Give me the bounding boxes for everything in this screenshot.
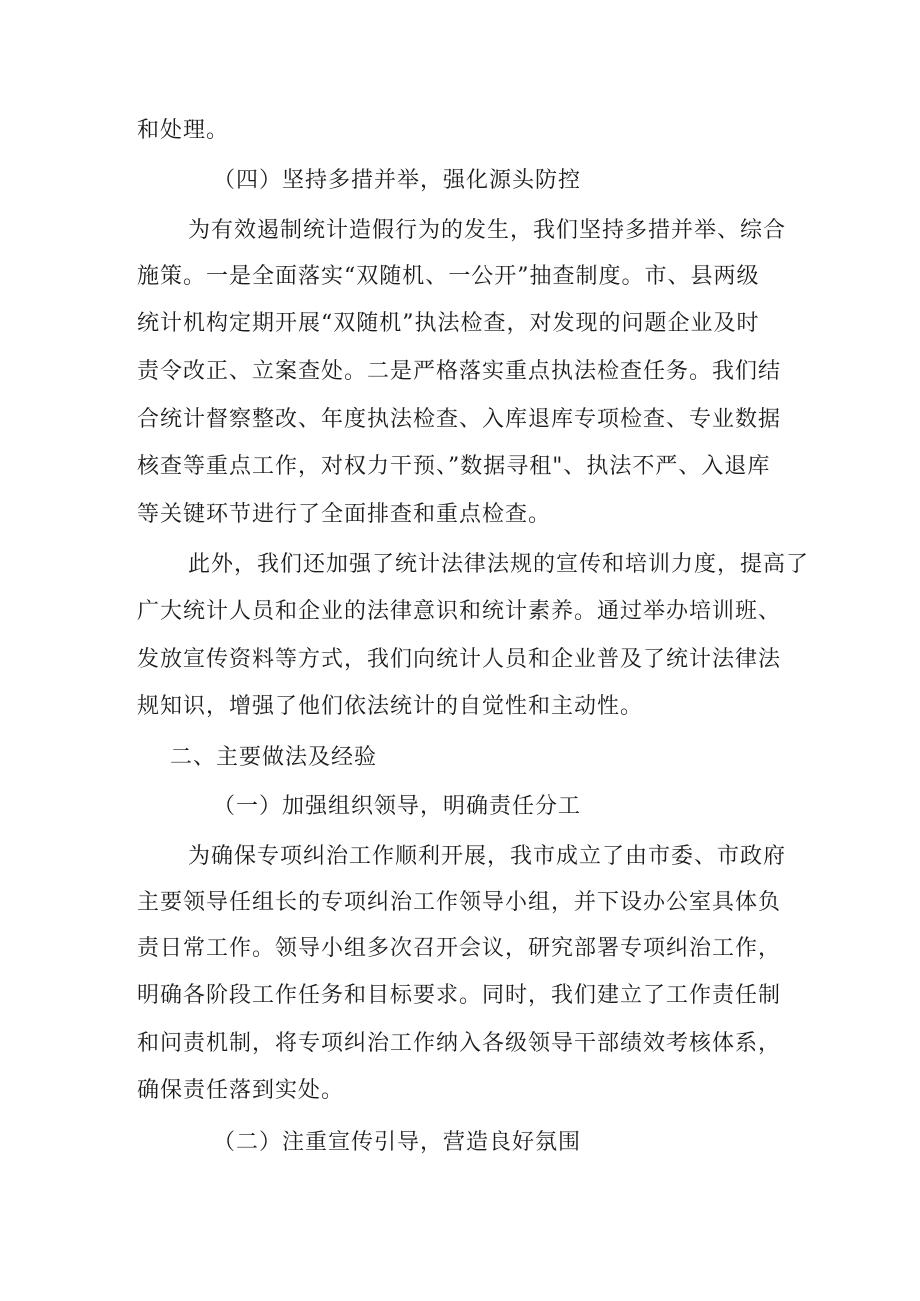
paragraph-line: 责日常工作。领导小组多次召开会议，研究部署专项纠治工作，: [137, 936, 782, 961]
paragraph-line: 确保责任落到实处。: [137, 1078, 345, 1103]
paragraph-line: 主要领导任组长的专项纠治工作领导小组，并下设办公室具体负: [137, 890, 782, 915]
paragraph-line: 为有效遏制统计造假行为的发生，我们坚持多措并举、综合: [188, 218, 787, 243]
paragraph-line: 核查等重点工作，对权力干预、”数据寻租"、执法不严、入退库: [137, 454, 771, 479]
paragraph-line: 等关键环节进行了全面排查和重点检查。: [137, 502, 552, 527]
paragraph-line: 施策。一是全面落实“双随机、一公开”抽查制度。市、县两级: [137, 264, 760, 289]
paragraph-line: 规知识，增强了他们依法统计的自觉性和主动性。: [137, 694, 644, 719]
paragraph-line: 为确保专项纠治工作顺利开展，我市成立了由市委、市政府: [188, 844, 787, 869]
paragraph-line: 此外，我们还加强了统计法律法规的宣传和培训力度，提高了: [188, 552, 810, 577]
paragraph-line: 明确各阶段工作任务和目标要求。同时，我们建立了工作责任制: [137, 983, 782, 1008]
paragraph-line: 和问责机制，将专项纠治工作纳入各级领导干部绩效考核体系，: [137, 1031, 782, 1056]
paragraph-line: 统计机构定期开展“双随机”执法检查，对发现的问题企业及时: [137, 311, 760, 336]
paragraph-line: 广大统计人员和企业的法律意识和统计素养。通过举办培训班、: [137, 599, 782, 624]
section-heading: （四）坚持多措并举，强化源头防控: [213, 168, 582, 193]
paragraph-line: 合统计督察整改、年度执法检查、入库退库专项检查、专业数据: [137, 407, 782, 432]
paragraph-line: 和处理。: [137, 118, 230, 143]
chapter-heading: 二、主要做法及经验: [170, 745, 378, 770]
section-heading: （一）加强组织领导，明确责任分工: [213, 794, 582, 819]
paragraph-line: 发放宣传资料等方式，我们向统计人员和企业普及了统计法律法: [137, 647, 782, 672]
section-heading: （二）注重宣传引导，营造良好氛围: [213, 1130, 582, 1155]
paragraph-line: 责令改正、立案查处。二是严格落实重点执法检查任务。我们结: [137, 359, 782, 384]
